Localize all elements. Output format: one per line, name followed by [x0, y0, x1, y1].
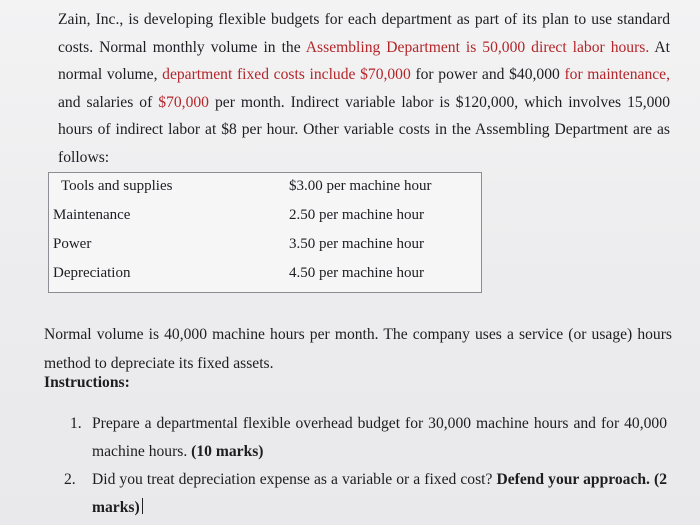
instruction-marks: Defend your approach. (2 marks) [92, 471, 667, 516]
intro-highlight-1: Assembling Department is 50,000 direct labor hours. [305, 38, 650, 56]
table-row [49, 173, 481, 202]
cost-label: Power [53, 236, 92, 252]
intro-text-3: for power and $40,000 [410, 66, 565, 84]
instruction-body: Did you treat depreciation expense as a variable or a fixed cost? [92, 471, 497, 488]
instructions-title: Instructions: [44, 374, 130, 391]
instruction-item-2 [64, 466, 670, 522]
variable-costs-table [48, 172, 482, 293]
cost-label: Depreciation [53, 265, 131, 281]
instruction-body: Prepare a departmental flexible overhead budget for 30,000 machine hours and for 40,000 machine hours. [92, 415, 667, 460]
cost-value: 3.50 per machine hour [289, 236, 424, 252]
instruction-item-1 [70, 410, 670, 466]
intro-text-1: Zain, Inc., is developing flexible budgets for each department as part of its plan to use standard costs. Normal monthly volume in the [58, 11, 670, 56]
intro-highlight-3: for maintenance, [564, 66, 670, 84]
cost-label: Tools and supplies [61, 178, 173, 194]
intro-paragraph [58, 6, 670, 172]
cost-label: Maintenance [53, 207, 131, 223]
cost-value: $3.00 per machine hour [289, 178, 432, 194]
instruction-text [92, 466, 667, 522]
instruction-text [92, 410, 667, 466]
instruction-number: 2. [64, 471, 76, 488]
normal-volume-paragraph: Normal volume is 40,000 machine hours per month. The company uses a service (or usage) hours method to depreciate its fixed assets. [44, 326, 672, 372]
table-row [49, 202, 481, 231]
cost-value: 2.50 per machine hour [289, 207, 424, 223]
intro-text-4: and salaries of [58, 93, 159, 111]
table-row [49, 260, 481, 289]
intro-text-2: At normal volume, [58, 38, 671, 84]
table-row [49, 231, 481, 260]
intro-text-5: per month. Indirect variable labor is $120,000, which involves 15,000 hours of indirect labor at $8 per hour. Other variable costs in the Assembling Department are as follows: [58, 93, 671, 166]
instruction-number: 1. [70, 415, 82, 432]
instruction-marks: (10 marks) [191, 443, 264, 460]
text-cursor [142, 498, 143, 514]
intro-highlight-2: department fixed costs include $70,000 [162, 66, 411, 84]
intro-highlight-4: $70,000 [158, 93, 209, 111]
cost-value: 4.50 per machine hour [289, 265, 424, 281]
